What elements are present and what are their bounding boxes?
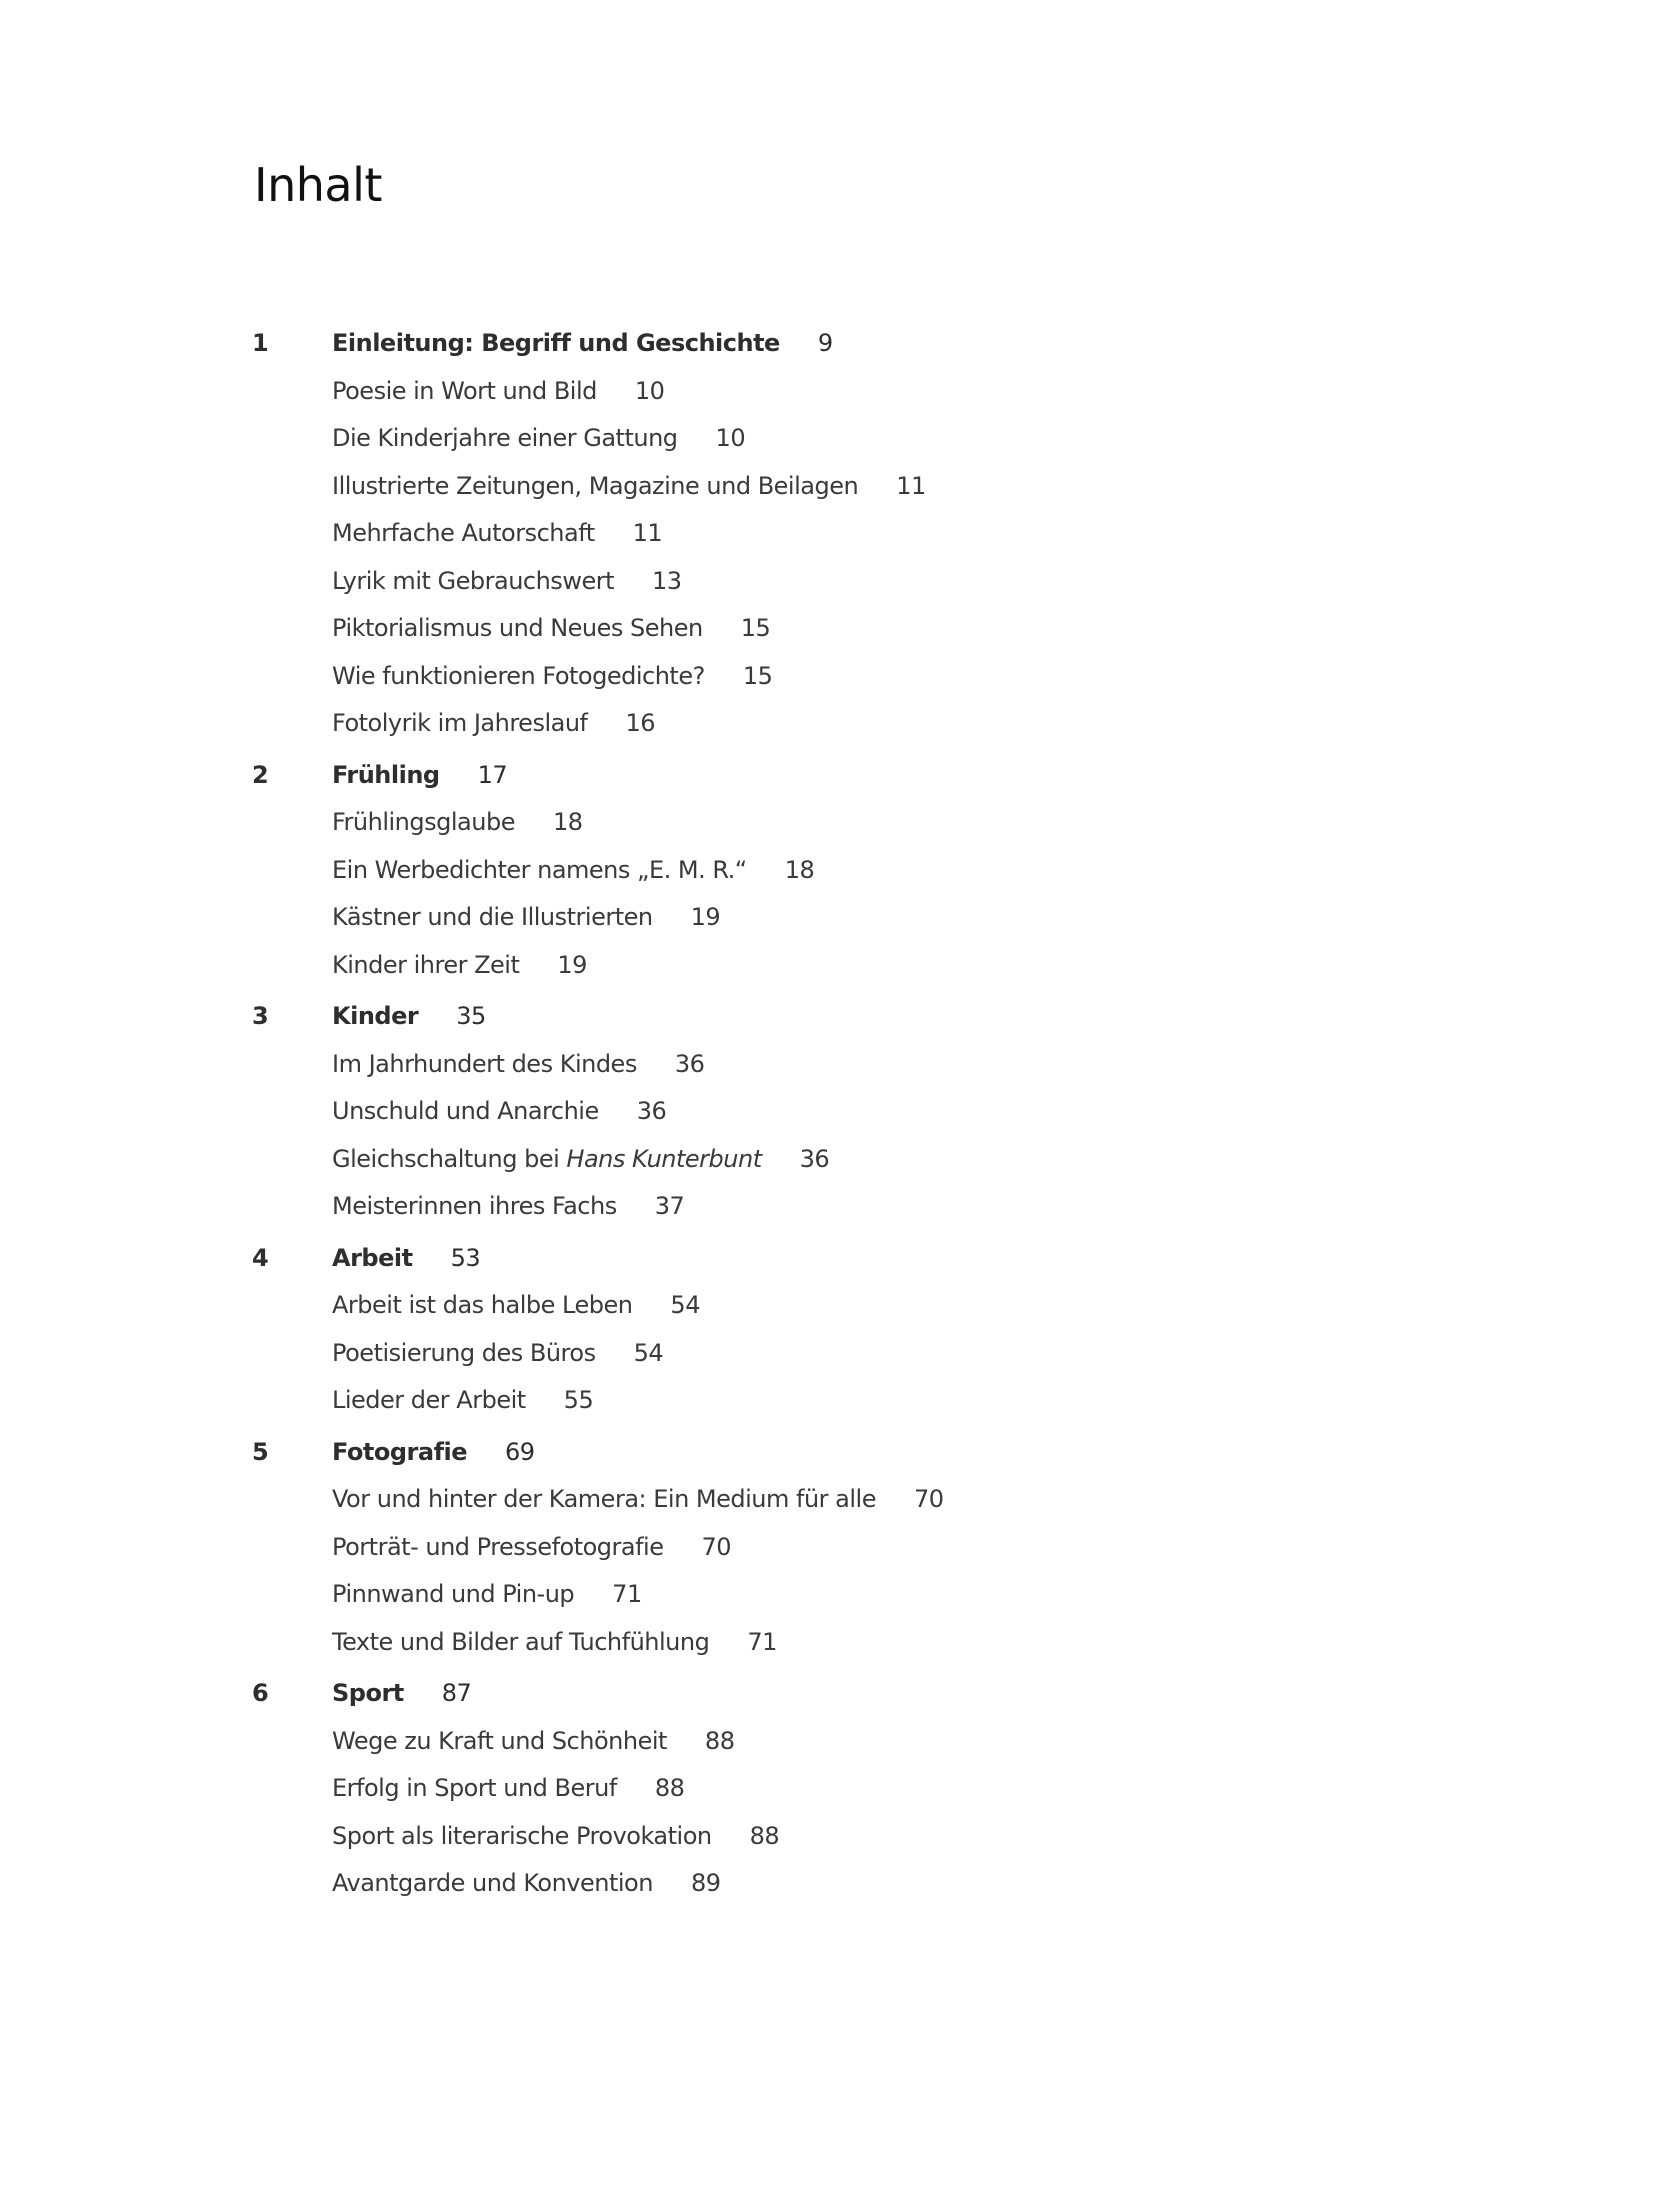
toc-section[interactable]: [252, 1088, 1452, 1136]
toc-section[interactable]: [252, 1377, 1452, 1425]
chapter-heading[interactable]: [252, 993, 1452, 1041]
section-title: Poetisierung des Büros: [332, 1338, 596, 1367]
page-number: 36: [674, 1049, 705, 1078]
toc-section[interactable]: [252, 1524, 1452, 1572]
chapter-heading[interactable]: [252, 1429, 1452, 1477]
page-number: 71: [612, 1580, 642, 1608]
page-number: 70: [913, 1485, 944, 1513]
toc-chapter: [252, 1670, 1452, 1908]
chapter-title: Kinder: [332, 1002, 419, 1030]
page-number: 11: [632, 519, 663, 547]
chapter-number: 5: [252, 1437, 269, 1466]
section-title: Die Kinderjahre einer Gattung: [332, 424, 678, 452]
toc-section[interactable]: [252, 1718, 1452, 1766]
toc-section[interactable]: [252, 1136, 1452, 1184]
toc-section[interactable]: [252, 1619, 1452, 1667]
toc-section[interactable]: [252, 558, 1452, 606]
page-number: 10: [634, 376, 665, 405]
toc-section[interactable]: [252, 1041, 1452, 1089]
section-title: Im Jahrhundert des Kindes: [332, 1049, 637, 1078]
toc-section[interactable]: [252, 415, 1452, 463]
section-title: Pinnwand und Pin-up: [332, 1580, 575, 1608]
toc-chapter: [252, 1429, 1452, 1667]
toc-chapter: [252, 993, 1452, 1231]
section-title: Erfolg in Sport und Beruf: [332, 1774, 617, 1802]
toc-chapter: [252, 1235, 1452, 1425]
page-number: 36: [636, 1097, 667, 1125]
page-number: 19: [690, 903, 721, 931]
chapter-number: 6: [252, 1679, 269, 1707]
page-number: 16: [625, 709, 656, 737]
section-title: Kinder ihrer Zeit: [332, 950, 520, 979]
toc-section[interactable]: [252, 700, 1452, 748]
chapter-number: 4: [252, 1243, 269, 1272]
section-title: Wie funktionieren Fotogedichte?: [332, 661, 705, 690]
page-number: 11: [896, 471, 926, 500]
page-number: 69: [505, 1437, 535, 1466]
page-number: 55: [563, 1386, 594, 1414]
chapter-heading[interactable]: [252, 1235, 1452, 1283]
page-number: 70: [701, 1532, 732, 1561]
toc-section[interactable]: [252, 510, 1452, 558]
toc-section[interactable]: [252, 368, 1452, 416]
page-number: 18: [552, 808, 583, 836]
section-title: Unschuld und Anarchie: [332, 1097, 599, 1125]
page-number: 71: [747, 1627, 777, 1656]
toc-section[interactable]: [252, 1860, 1452, 1908]
chapter-number: 1: [252, 329, 269, 357]
chapter-title: Sport: [332, 1679, 404, 1707]
chapter-heading[interactable]: [252, 1670, 1452, 1718]
page-number: 35: [456, 1002, 486, 1030]
toc-section[interactable]: [252, 1183, 1452, 1231]
toc-section[interactable]: [252, 1765, 1452, 1813]
page-number: 88: [704, 1726, 735, 1755]
page-number: 10: [715, 424, 746, 452]
chapter-heading[interactable]: [252, 320, 1452, 368]
toc-section[interactable]: [252, 799, 1452, 847]
section-title: Vor und hinter der Kamera: Ein Medium für alle: [332, 1485, 876, 1513]
toc-section[interactable]: [252, 605, 1452, 653]
section-title-text: Gleichschaltung bei: [332, 1144, 567, 1173]
section-title: Mehrfache Autorschaft: [332, 519, 595, 547]
chapter-number: 2: [252, 760, 269, 789]
page-number: 53: [450, 1243, 481, 1272]
toc-chapter: [252, 320, 1452, 748]
toc-chapter: [252, 752, 1452, 990]
toc-section[interactable]: [252, 1330, 1452, 1378]
toc-section[interactable]: [252, 1476, 1452, 1524]
section-title: Ein Werbedichter namens „E. M. R.“: [332, 855, 747, 884]
section-title: Meisterinnen ihres Fachs: [332, 1192, 617, 1220]
page-number: 9: [817, 329, 833, 357]
page-number: 88: [749, 1821, 780, 1850]
section-title: Frühlingsglaube: [332, 808, 515, 836]
page-number: 54: [670, 1291, 700, 1319]
section-title: Porträt- und Pressefotografie: [332, 1532, 664, 1561]
section-title: Arbeit ist das halbe Leben: [332, 1291, 633, 1319]
toc-section[interactable]: [252, 847, 1452, 895]
page-number: 36: [799, 1144, 830, 1173]
section-title: Sport als literarische Provokation: [332, 1821, 712, 1850]
toc-section[interactable]: [252, 894, 1452, 942]
section-title: [332, 1136, 762, 1184]
section-title: Wege zu Kraft und Schönheit: [332, 1726, 667, 1755]
section-title: Poesie in Wort und Bild: [332, 376, 597, 405]
section-title-italic: Hans Kunterbunt: [566, 1144, 762, 1173]
section-title: Illustrierte Zeitungen, Magazine und Beilagen: [332, 471, 859, 500]
section-title: Fotolyrik im Jahreslauf: [332, 709, 588, 737]
table-of-contents: [252, 320, 1452, 1912]
page-number: 54: [633, 1338, 664, 1367]
page-number: 89: [690, 1869, 721, 1897]
chapter-title: Fotografie: [332, 1437, 468, 1466]
chapter-number: 3: [252, 1002, 269, 1030]
section-title: Kästner und die Illustrierten: [332, 903, 653, 931]
page-title: Inhalt: [254, 158, 382, 212]
page-number: 15: [740, 614, 771, 642]
section-title: Lieder der Arbeit: [332, 1386, 526, 1414]
page-number: 17: [477, 760, 508, 789]
page-number: 88: [654, 1774, 685, 1802]
chapter-title: Arbeit: [332, 1243, 413, 1272]
page-number: 18: [784, 855, 815, 884]
section-title: Lyrik mit Gebrauchswert: [332, 566, 614, 595]
chapter-title: Frühling: [332, 760, 440, 789]
toc-section[interactable]: [252, 1282, 1452, 1330]
page-number: 13: [651, 566, 682, 595]
page-number: 37: [654, 1192, 685, 1220]
toc-section[interactable]: [252, 653, 1452, 701]
page-number: 15: [742, 661, 773, 690]
toc-section[interactable]: [252, 942, 1452, 990]
toc-section[interactable]: [252, 463, 1452, 511]
section-title: Avantgarde und Konvention: [332, 1869, 653, 1897]
toc-section[interactable]: [252, 1571, 1452, 1619]
toc-section[interactable]: [252, 1813, 1452, 1861]
page-number: 19: [557, 950, 587, 979]
section-title: Texte und Bilder auf Tuchfühlung: [332, 1627, 710, 1656]
page-number: 87: [441, 1679, 472, 1707]
chapter-title: Einleitung: Begriff und Geschichte: [332, 329, 780, 357]
section-title: Piktorialismus und Neues Sehen: [332, 614, 703, 642]
chapter-heading[interactable]: [252, 752, 1452, 800]
